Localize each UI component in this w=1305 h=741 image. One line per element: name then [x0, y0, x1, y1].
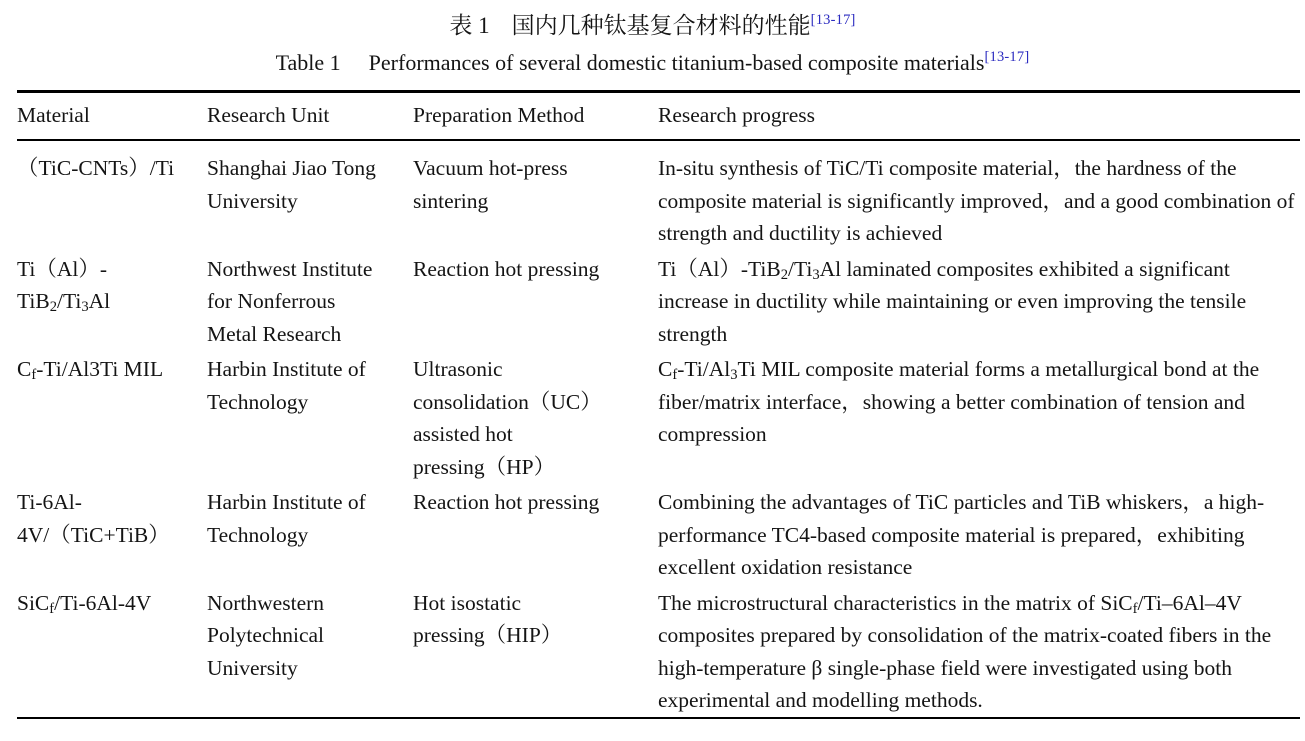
table-number-zh: 表 1	[449, 13, 490, 38]
col-header-preparation-method: Preparation Method	[413, 92, 658, 141]
cell-research-progress: The microstructural characteristics in the matrix of SiC$_f$/Ti–6Al–4V composites prepared by consolidation of the matrix-coated fibers in the high-temperature β single-phase field were investigated using both experimental and modelling methods.	[658, 590, 1272, 712]
cell-preparation-method: Reaction hot pressing	[413, 256, 600, 281]
col-header-research-unit: Research Unit	[207, 92, 413, 141]
cell-material: （TiC-CNTs）/Ti	[17, 156, 175, 180]
table-caption-en	[0, 41, 1305, 79]
table-caption-zh-text: 国内几种钛基复合材料的性能	[511, 13, 811, 38]
cell-research-progress: In-situ synthesis of TiC/Ti composite material，the hardness of the composite material is significantly improved，and a good combination of strength and ductility is achieved	[658, 156, 1295, 245]
cell-research-unit: Northwest Institute for Nonferrous Metal Research	[207, 256, 373, 346]
table-caption-en-text: Performances of several domestic titanium-based composite materials	[368, 50, 985, 75]
cell-preparation-method: Hot isostatic pressing（HIP）	[413, 590, 563, 647]
cell-material: SiC$_f$/Ti-6Al-4V	[17, 590, 152, 617]
col-header-research-progress: Research progress	[658, 92, 1300, 141]
cell-research-unit: Harbin Institute of Technology	[207, 357, 366, 414]
citation-ref-en: [13-17]	[984, 49, 1030, 65]
cell-material: $C_f-Ti/Al3Ti$ MIL	[17, 357, 164, 384]
cell-research-progress: $Ti(Al)-TiB_2/Ti_3Al$ laminated composites exhibited a significant increase in ductility while maintaining or even improving the tensile strength	[658, 256, 1247, 346]
cell-research-unit: Shanghai Jiao Tong University	[207, 156, 376, 213]
cell-research-unit: Northwestern Polytechnical University	[207, 590, 325, 680]
table-row	[17, 253, 1300, 354]
table-number-en: Table 1	[275, 50, 341, 75]
table-row	[17, 587, 1300, 718]
table-body	[17, 140, 1300, 718]
materials-table	[17, 90, 1300, 719]
table-row	[17, 353, 1300, 486]
cell-research-unit: Harbin Institute of Technology	[207, 490, 366, 547]
cell-research-progress: Combining the advantages of TiC particles and TiB whiskers，a high-performance TC4-based composite material is prepared，exhibiting excellent oxidation resistance	[658, 490, 1265, 579]
table-row	[17, 486, 1300, 587]
table-caption-zh	[0, 0, 1305, 41]
cell-material: Ti-6Al- 4V/（TiC+TiB）	[17, 490, 170, 547]
cell-preparation-method: Reaction hot pressing	[413, 490, 600, 514]
col-header-material: Material	[17, 92, 207, 141]
header-row	[17, 92, 1300, 141]
citation-ref-zh: [13-17]	[810, 12, 856, 28]
cell-preparation-method: Ultrasonic consolidation（UC） assisted hot pressing（HP）	[413, 357, 602, 479]
table-row	[17, 140, 1300, 253]
cell-material: Ti（Al）- $TiB_2/Ti_3Al$	[17, 256, 111, 316]
cell-preparation-method: Vacuum hot-press sintering	[413, 156, 568, 213]
cell-research-progress: $C_f-Ti/Al_3Ti$ MIL composite material forms a metallurgical bond at the fiber/matrix interface，showing a better combination of tension and compression	[658, 357, 1260, 446]
